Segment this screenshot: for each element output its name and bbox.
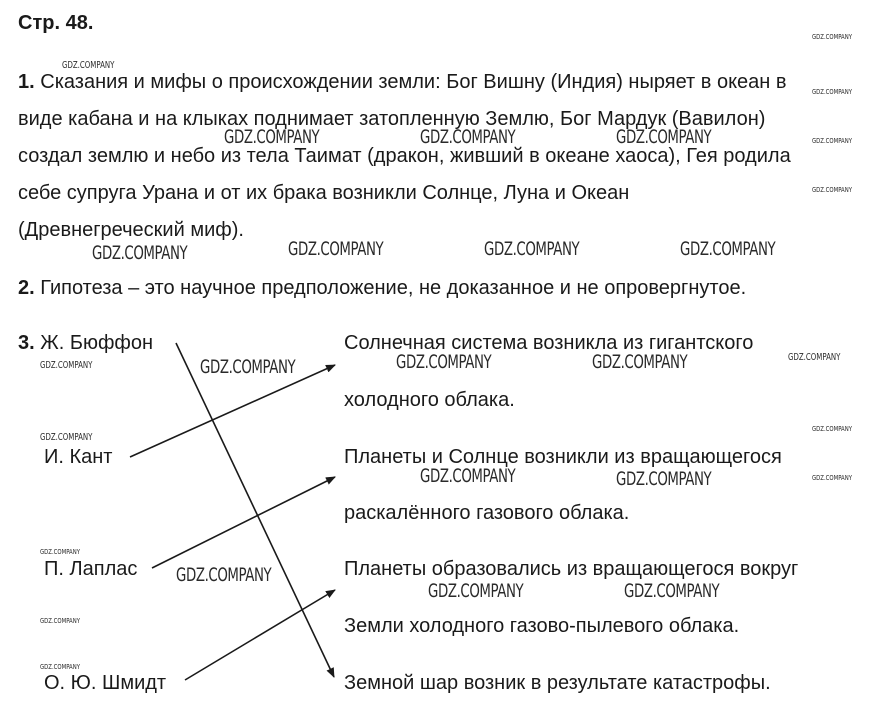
watermark: GDZ.COMPANY [420, 126, 516, 148]
watermark: GDZ.COMPANY [484, 238, 580, 260]
watermark: GDZ.COMPANY [40, 663, 80, 671]
p1-line-3: создал землю и небо из тела Таимат (дракон, живший в океане хаоса), Гея родила [18, 145, 791, 167]
arrow-schmidt-dust-cloud [185, 590, 335, 680]
scientist-kant: И. Кант [44, 446, 113, 468]
watermark: GDZ.COMPANY [680, 238, 776, 260]
hypothesis-3-line-1: Планеты образовались из вращающегося вокруг [344, 558, 799, 580]
p2-number: 2. [18, 277, 35, 299]
p1-line-4: себе супруга Урана и от их брака возникли Солнце, Луна и Океан [18, 182, 630, 204]
watermark: GDZ.COMPANY [224, 126, 320, 148]
hypothesis-1-line-2: холодного облака. [344, 389, 515, 411]
p3-number: 3. [18, 332, 35, 354]
watermark: GDZ.COMPANY [812, 33, 852, 41]
p1-number: 1. [18, 71, 35, 93]
watermark: GDZ.COMPANY [40, 432, 93, 443]
p1-line-2: виде кабана и на клыках поднимает затопленную Землю, Бог Мардук (Вавилон) [18, 108, 766, 130]
p1-line-5: (Древнегреческий миф). [18, 219, 244, 241]
watermark: GDZ.COMPANY [592, 351, 688, 373]
watermark: GDZ.COMPANY [812, 88, 852, 96]
watermark: GDZ.COMPANY [812, 474, 852, 482]
watermark: GDZ.COMPANY [40, 617, 80, 625]
watermark: GDZ.COMPANY [288, 238, 384, 260]
watermark: GDZ.COMPANY [92, 242, 188, 264]
hypothesis-1-line-1: Солнечная система возникла из гигантского [344, 332, 754, 354]
watermark: GDZ.COMPANY [428, 580, 524, 602]
watermark: GDZ.COMPANY [812, 137, 852, 145]
watermark: GDZ.COMPANY [616, 126, 712, 148]
p1-line-1: 1. Сказания и мифы о происхождении земли: Бог Вишну (Индия) ныряет в океан в [18, 71, 787, 93]
scientist-laplace: П. Лаплас [44, 558, 138, 580]
watermark: GDZ.COMPANY [624, 580, 720, 602]
watermark: GDZ.COMPANY [616, 468, 712, 490]
watermark: GDZ.COMPANY [812, 186, 852, 194]
arrow-laplace-hot-cloud [152, 477, 335, 568]
scientist-schmidt: О. Ю. Шмидт [44, 672, 167, 694]
watermark: GDZ.COMPANY [40, 360, 93, 371]
watermark: GDZ.COMPANY [200, 356, 296, 378]
hypothesis-4-line-1: Земной шар возник в результате катастрофы. [344, 672, 771, 694]
watermark: GDZ.COMPANY [396, 351, 492, 373]
hypothesis-3-line-2: Земли холодного газово-пылевого облака. [344, 615, 740, 637]
watermark: GDZ.COMPANY [40, 548, 80, 556]
hypothesis-2-line-2: раскалённого газового облака. [344, 502, 630, 524]
watermark: GDZ.COMPANY [812, 425, 852, 433]
hypothesis-2-line-1: Планеты и Солнце возникли из вращающегося [344, 446, 782, 468]
page-title: Стр. 48. [18, 12, 94, 34]
hypothesis-definition: Гипотеза – это научное предположение, не доказанное и не опровергнутое. [40, 277, 747, 299]
arrow-buffon-catastrophe [176, 343, 334, 677]
watermark: GDZ.COMPANY [420, 465, 516, 487]
watermark: GDZ.COMPANY [176, 564, 272, 586]
arrow-kant-cold-cloud [130, 365, 335, 457]
watermark: GDZ.COMPANY [788, 352, 841, 363]
scientist-buffon: Ж. Бюффон [40, 332, 154, 354]
watermark: GDZ.COMPANY [62, 60, 115, 71]
